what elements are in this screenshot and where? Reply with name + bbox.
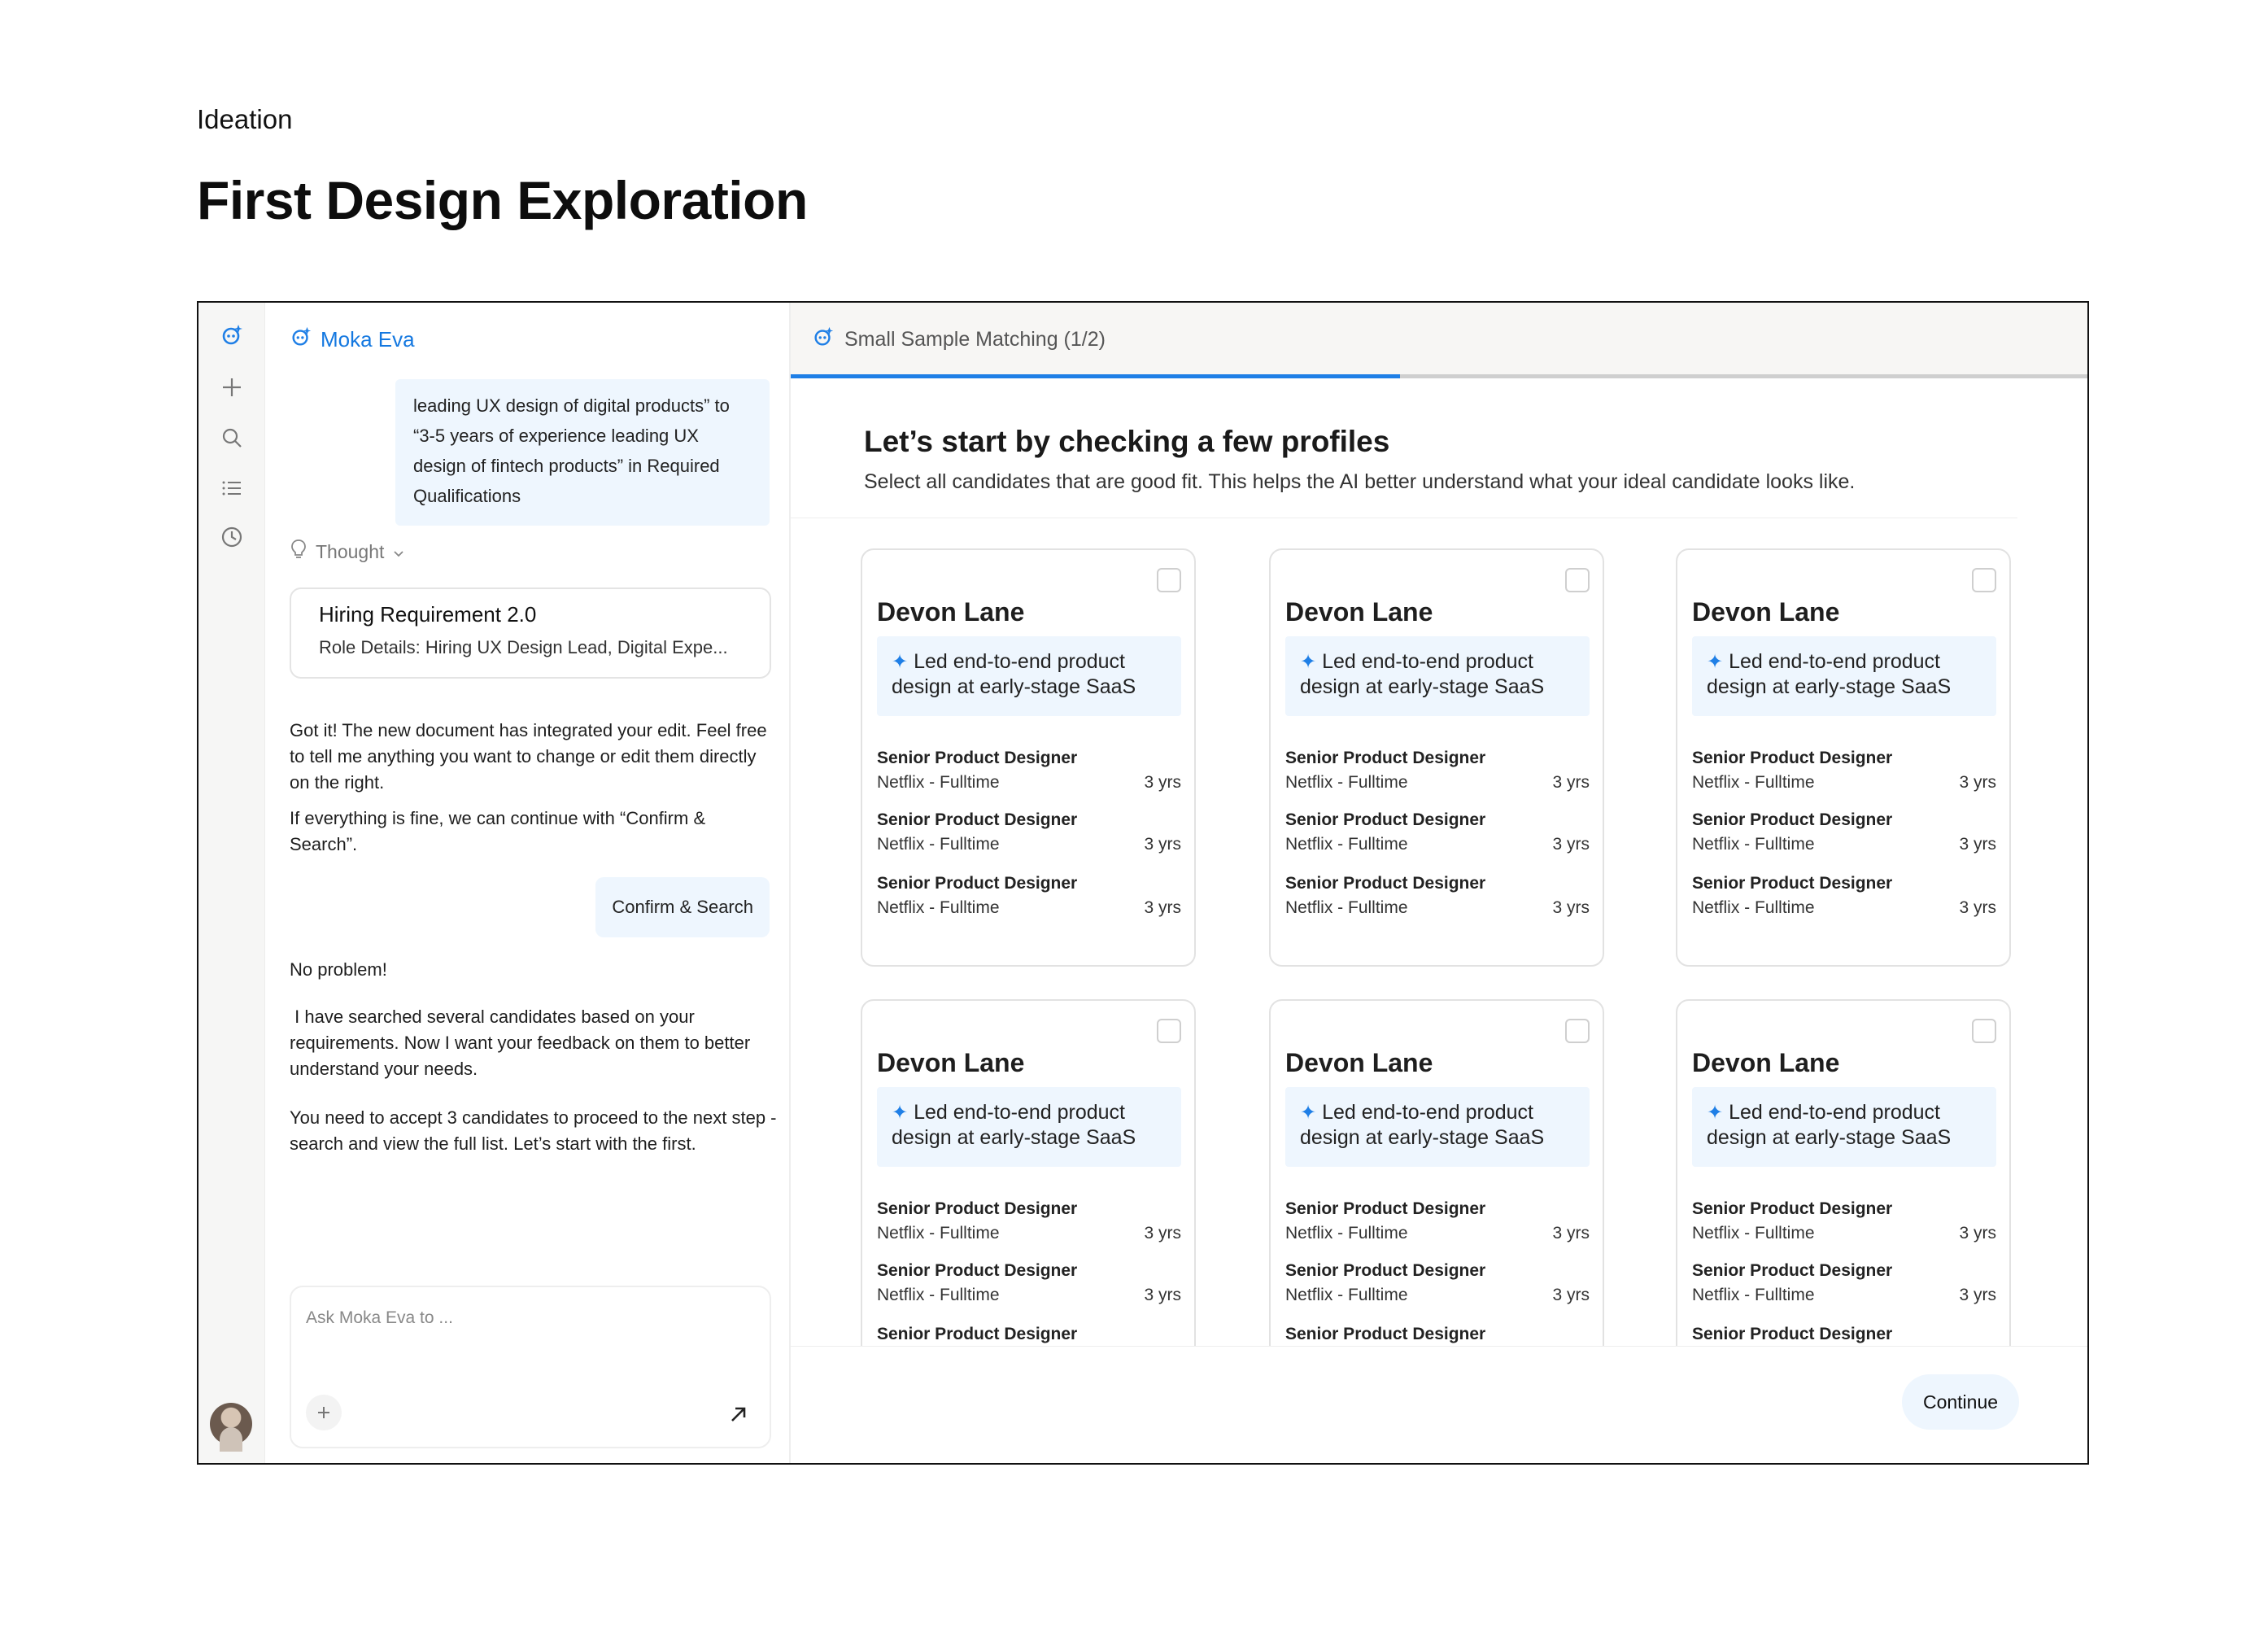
role-years: 3 yrs: [1144, 773, 1181, 792]
ask-placeholder: Ask Moka Eva to ...: [306, 1308, 453, 1327]
role-title: Senior Product Designer: [1285, 810, 1486, 829]
role-title: Senior Product Designer: [1285, 874, 1486, 893]
assistant-message-2: If everything is fine, we can continue with “Confirm & Search”.: [290, 808, 706, 854]
user-avatar[interactable]: [210, 1403, 252, 1445]
role-years: 3 yrs: [1144, 1224, 1181, 1242]
candidate-checkbox[interactable]: [1565, 1019, 1590, 1043]
sparkle-icon: ✦: [1707, 651, 1724, 673]
experience-item: [1692, 874, 1996, 918]
candidate-name: Devon Lane: [1692, 1048, 1840, 1077]
candidate-highlight: [1285, 1087, 1590, 1167]
sparkle-icon: ✦: [1300, 1102, 1317, 1124]
highlight-text: Led end-to-end product design at early-stage SaaS: [892, 1101, 1136, 1149]
candidate-checkbox[interactable]: [1157, 568, 1181, 592]
role-company: Netflix - Fulltime: [1692, 1286, 1815, 1304]
moka-tab-icon: [812, 325, 835, 354]
send-arrow-icon[interactable]: [724, 1400, 753, 1429]
role-title: Senior Product Designer: [877, 874, 1078, 893]
sparkle-icon: ✦: [892, 1102, 909, 1124]
panel-tab[interactable]: [812, 325, 1106, 354]
plus-icon[interactable]: [198, 371, 265, 404]
panel-subheading: Select all candidates that are good fit. This helps the AI better understand what your ideal candidate looks like.: [864, 470, 1856, 493]
candidate-name: Devon Lane: [1285, 1048, 1433, 1077]
sparkle-icon: ✦: [1300, 651, 1317, 673]
role-company: Netflix - Fulltime: [877, 898, 1000, 917]
candidate-name: Devon Lane: [1285, 597, 1433, 627]
role-title: Senior Product Designer: [1285, 749, 1486, 767]
continue-button[interactable]: Continue: [1902, 1374, 2019, 1430]
experience-item: [1285, 810, 1590, 854]
role-years: 3 yrs: [1552, 773, 1590, 792]
experience-item: [877, 1199, 1181, 1243]
thought-label: Thought: [316, 540, 385, 562]
experience-item: [1285, 749, 1590, 793]
chat-header: [290, 325, 415, 354]
role-company: Netflix - Fulltime: [1285, 1286, 1408, 1304]
experience-item: [1285, 1261, 1590, 1305]
progress-bar: [791, 374, 2087, 378]
chat-header-title: Moka Eva: [321, 327, 415, 352]
highlight-text: Led end-to-end product design at early-stage SaaS: [1707, 1101, 1952, 1149]
page-title: First Design Exploration: [197, 170, 808, 230]
role-years: 3 yrs: [1552, 835, 1590, 854]
highlight-text: Led end-to-end product design at early-stage SaaS: [1707, 650, 1952, 698]
experience-item: [1692, 1261, 1996, 1305]
role-years: 3 yrs: [1959, 835, 1996, 854]
role-title: Senior Product Designer: [1285, 1261, 1486, 1280]
role-title: Senior Product Designer: [877, 1199, 1078, 1218]
experience-item: [877, 1261, 1181, 1305]
role-company: Netflix - Fulltime: [877, 773, 1000, 792]
experience-item: [877, 749, 1181, 793]
history-icon[interactable]: [198, 521, 265, 553]
candidate-grid: [861, 548, 2016, 1346]
candidate-card[interactable]: [861, 548, 1196, 967]
moka-eva-icon: [290, 325, 312, 354]
role-title: Senior Product Designer: [877, 1325, 1078, 1343]
candidate-checkbox[interactable]: [1565, 568, 1590, 592]
candidate-name: Devon Lane: [1692, 597, 1840, 627]
assistant-message-5: You need to accept 3 candidates to proceed to the next step - search and view the full list. Let’s start with the first.: [290, 1107, 777, 1154]
attach-plus-icon[interactable]: [306, 1395, 342, 1430]
role-title: Senior Product Designer: [1692, 1261, 1893, 1280]
confirm-search-button[interactable]: Confirm & Search: [595, 877, 770, 937]
role-years: 3 yrs: [1144, 1286, 1181, 1304]
highlight-text: Led end-to-end product design at early-stage SaaS: [892, 650, 1136, 698]
experience-item: [1692, 749, 1996, 793]
role-title: Senior Product Designer: [1692, 810, 1893, 829]
role-title: Senior Product Designer: [1285, 1199, 1486, 1218]
highlight-text: Led end-to-end product design at early-stage SaaS: [1300, 1101, 1545, 1149]
candidate-highlight: [1285, 636, 1590, 716]
experience-item: [1285, 1199, 1590, 1243]
panel-heading: Let’s start by checking a few profiles: [864, 425, 1390, 458]
progress-fill: [791, 374, 1400, 378]
assistant-message-1: Got it! The new document has integrated your edit. Feel free to tell me anything you want to change or edit them directly on the right.: [290, 720, 767, 793]
role-title: Senior Product Designer: [1692, 1325, 1893, 1343]
requirement-card[interactable]: [290, 587, 771, 679]
experience-item: [1692, 1199, 1996, 1243]
icon-rail: [198, 303, 265, 1463]
role-company: Netflix - Fulltime: [1692, 1224, 1815, 1242]
role-company: Netflix - Fulltime: [1285, 835, 1408, 854]
role-company: Netflix - Fulltime: [1285, 1224, 1408, 1242]
role-title: Senior Product Designer: [877, 1261, 1078, 1280]
role-title: Senior Product Designer: [877, 749, 1078, 767]
candidate-highlight: [877, 636, 1181, 716]
user-message: leading UX design of digital products” to “3-5 years of experience leading UX design of fintech products” in Required Qualifications: [395, 379, 770, 526]
role-years: 3 yrs: [1552, 1286, 1590, 1304]
role-company: Netflix - Fulltime: [877, 835, 1000, 854]
role-years: 3 yrs: [1959, 1286, 1996, 1304]
candidate-checkbox[interactable]: [1972, 568, 1996, 592]
moka-logo-icon[interactable]: [198, 319, 265, 352]
chevron-down-icon: [392, 541, 405, 563]
role-title: Senior Product Designer: [1692, 1199, 1893, 1218]
candidate-name: Devon Lane: [877, 1048, 1025, 1077]
sparkle-icon: ✦: [892, 651, 909, 673]
role-company: Netflix - Fulltime: [877, 1224, 1000, 1242]
panel-tab-title: Small Sample Matching (1/2): [844, 328, 1106, 351]
role-company: Netflix - Fulltime: [1285, 773, 1408, 792]
chat-panel: [265, 303, 791, 1463]
candidate-name: Devon Lane: [877, 597, 1025, 627]
role-years: 3 yrs: [1959, 1224, 1996, 1242]
role-years: 3 yrs: [1552, 898, 1590, 917]
sparkle-icon: ✦: [1707, 1102, 1724, 1124]
list-icon[interactable]: [198, 472, 265, 504]
role-years: 3 yrs: [1959, 773, 1996, 792]
role-company: Netflix - Fulltime: [877, 1286, 1000, 1304]
candidate-checkbox[interactable]: [1972, 1019, 1996, 1043]
role-company: Netflix - Fulltime: [1285, 898, 1408, 917]
role-years: 3 yrs: [1552, 1224, 1590, 1242]
experience-item: [877, 874, 1181, 918]
candidate-card[interactable]: [1676, 548, 2011, 967]
candidate-highlight: [1692, 636, 1996, 716]
candidate-highlight: [877, 1087, 1181, 1167]
requirement-subtitle: Role Details: Hiring UX Design Lead, Digital Expe...: [319, 637, 728, 657]
role-title: Senior Product Designer: [877, 810, 1078, 829]
highlight-text: Led end-to-end product design at early-stage SaaS: [1300, 650, 1545, 698]
search-icon[interactable]: [198, 421, 265, 454]
experience-item: [1285, 874, 1590, 918]
role-company: Netflix - Fulltime: [1692, 835, 1815, 854]
panel-tab-bar: [791, 303, 2087, 378]
panel-footer: [791, 1346, 2087, 1463]
app-frame: [197, 301, 2089, 1465]
lightbulb-icon: [290, 539, 307, 565]
role-company: Netflix - Fulltime: [1692, 773, 1815, 792]
role-years: 3 yrs: [1959, 898, 1996, 917]
role-title: Senior Product Designer: [1692, 749, 1893, 767]
candidate-card[interactable]: [1269, 548, 1604, 967]
thought-toggle[interactable]: [290, 539, 405, 565]
section-label: Ideation: [197, 104, 293, 134]
experience-item: [1692, 810, 1996, 854]
candidate-highlight: [1692, 1087, 1996, 1167]
assistant-message-4: I have searched several candidates based on your requirements. Now I want your feedback on them to better understand your needs.: [290, 1007, 756, 1079]
role-years: 3 yrs: [1144, 835, 1181, 854]
role-title: Senior Product Designer: [1285, 1325, 1486, 1343]
requirement-title: Hiring Requirement 2.0: [319, 602, 537, 627]
ask-input[interactable]: [290, 1286, 771, 1448]
assistant-message-3: No problem!: [290, 959, 387, 980]
role-years: 3 yrs: [1144, 898, 1181, 917]
role-company: Netflix - Fulltime: [1692, 898, 1815, 917]
matching-panel: [791, 303, 2087, 1463]
experience-item: [877, 810, 1181, 854]
candidate-checkbox[interactable]: [1157, 1019, 1181, 1043]
role-title: Senior Product Designer: [1692, 874, 1893, 893]
